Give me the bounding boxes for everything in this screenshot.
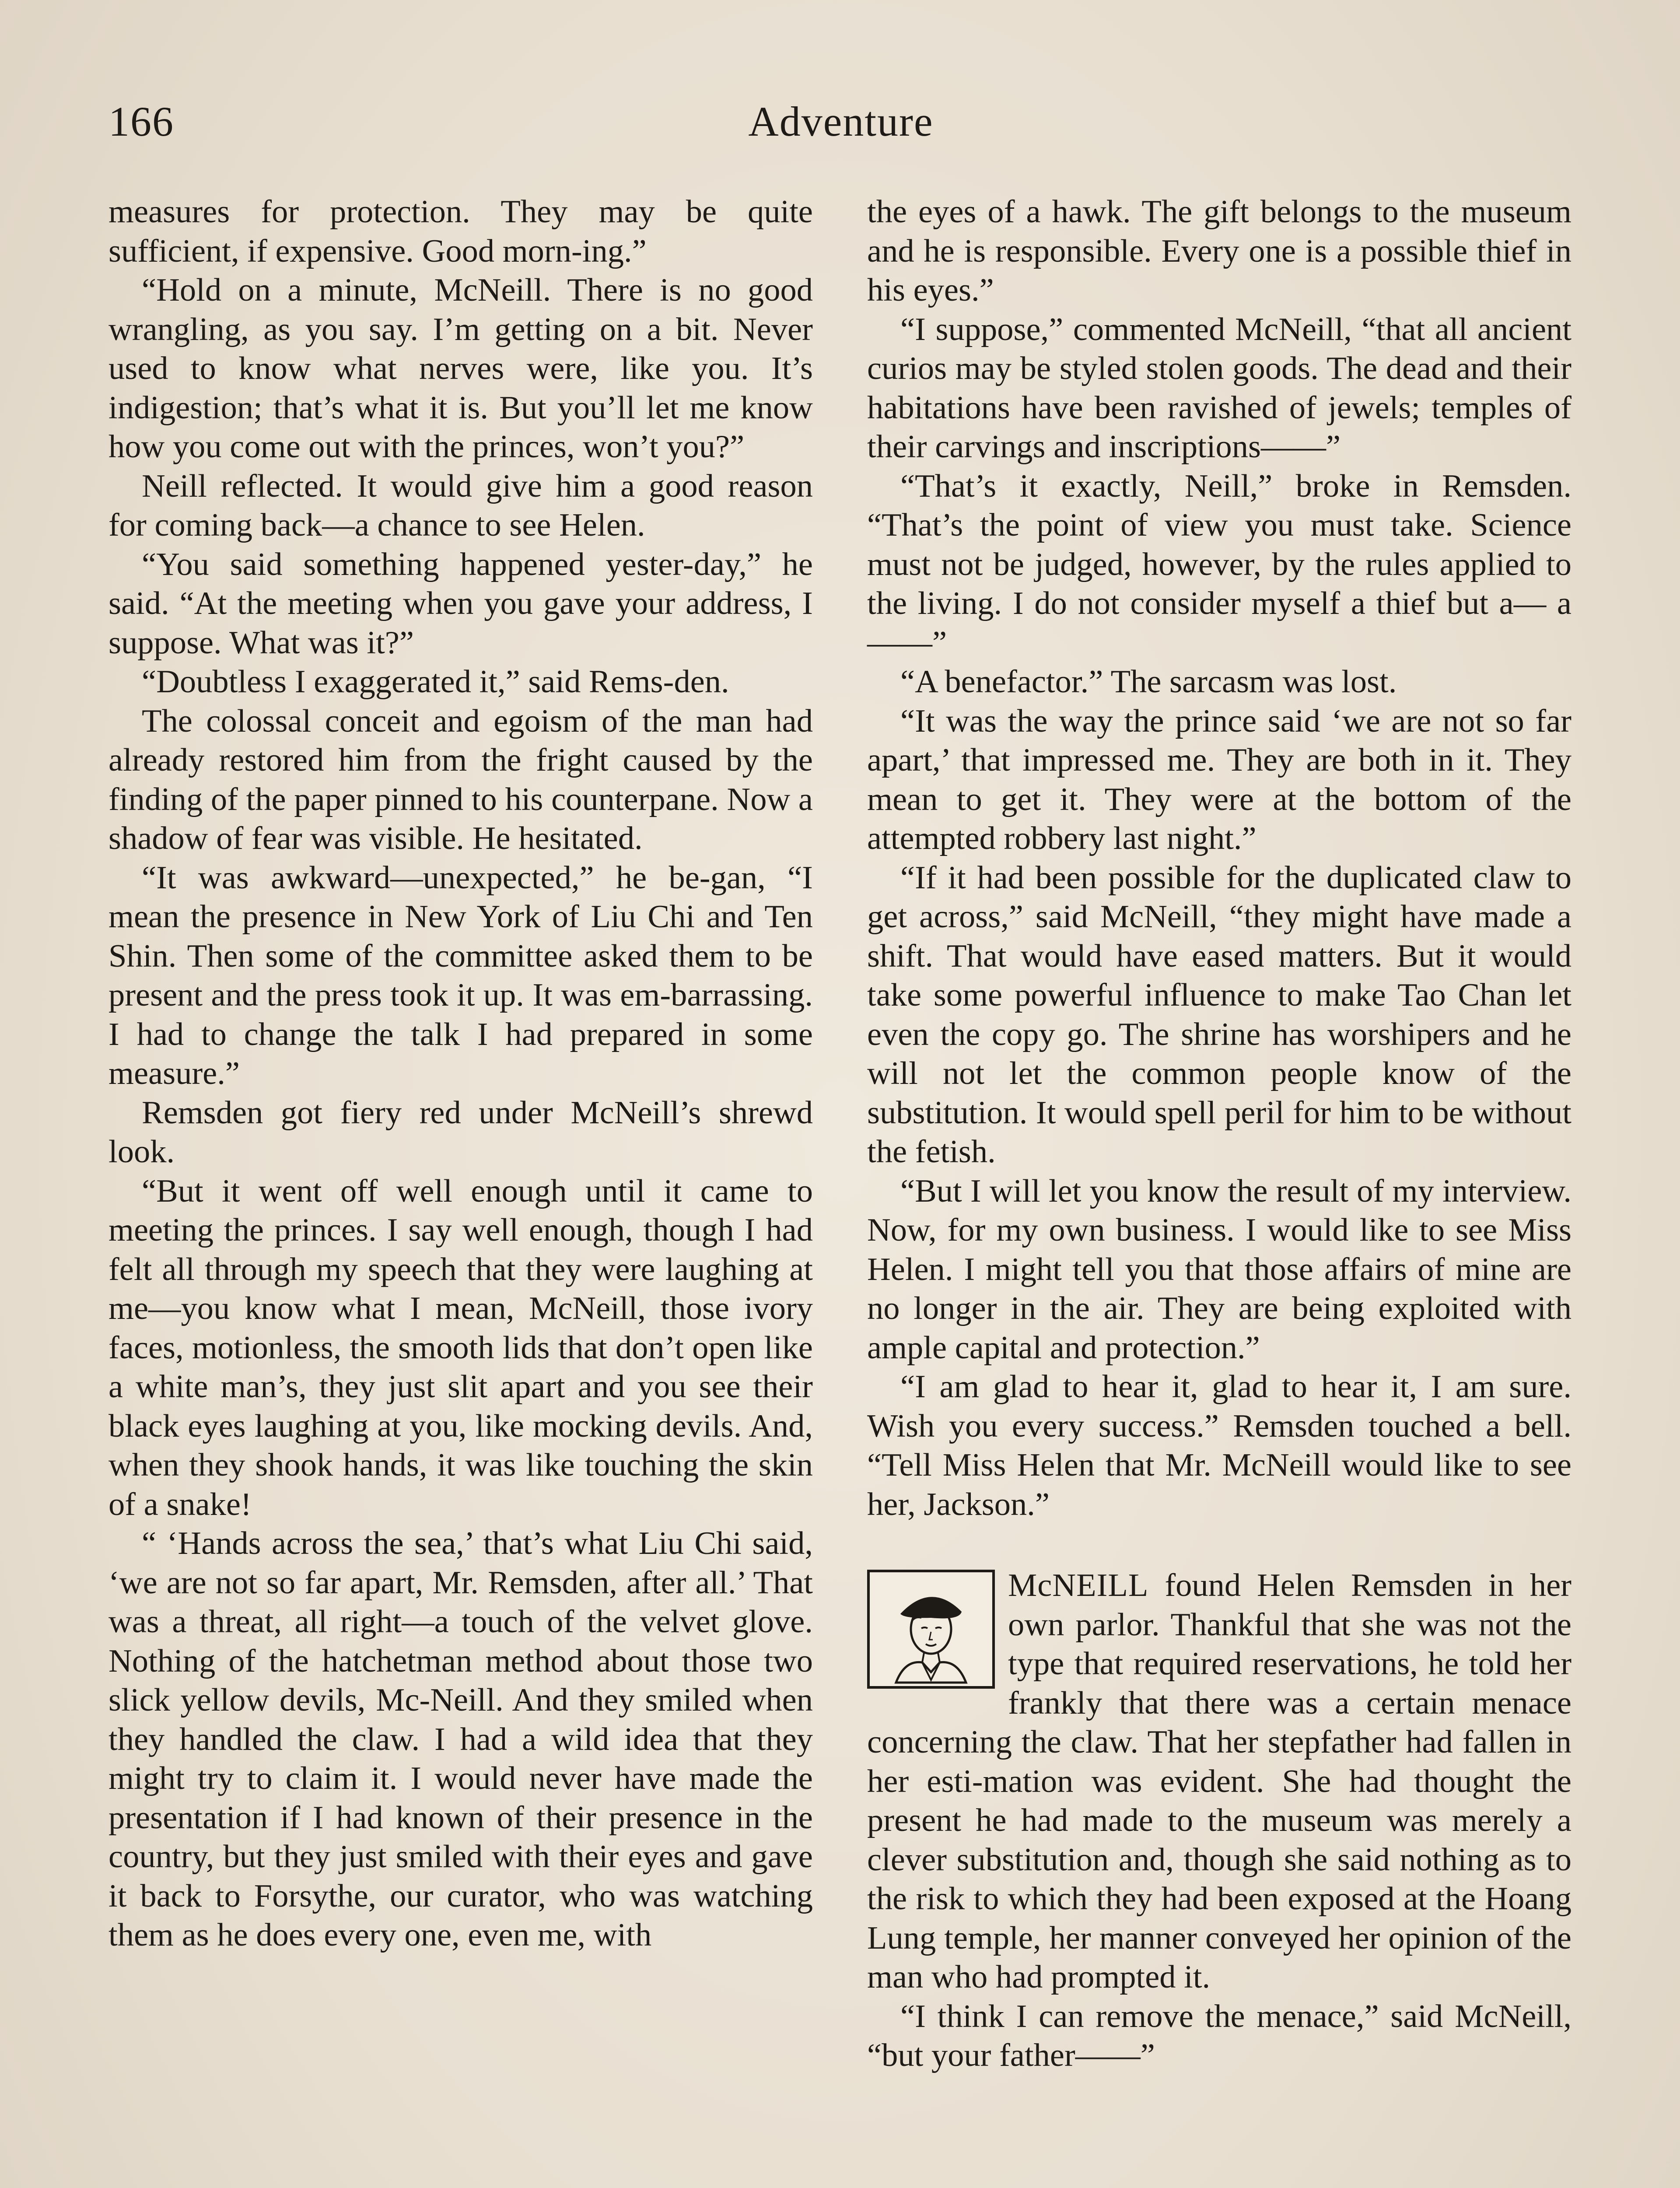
paragraph: “It was the way the prince said ‘we are not so far apart,’ that impressed me. They are both in it. They mean to get it. They were at the bottom of the attempted robbery last night.” bbox=[867, 703, 1572, 856]
paragraph: “It was awkward—unexpected,” he be-gan, “I mean the presence in New York of Liu Chi and Ten Shin. Then some of the committee asked them to be present and the press took it up. It was em-barrassing. I had to change the talk I had prepared in some measure.” bbox=[108, 859, 813, 1091]
paragraph: measures for protection. They may be quite sufficient, if expensive. Good morn-ing.” bbox=[108, 194, 813, 269]
page-header bbox=[108, 97, 1573, 150]
text-columns bbox=[108, 193, 1572, 2188]
woman-portrait-illustration bbox=[867, 1570, 995, 1689]
section-opening-text: found Helen Remsden in her own parlor. Thankful that she was not the type that required reservations, he told her frankly that there was a certain menace concerning the claw. That her stepfather had fallen in her esti-mation was evident. She had thought the present he had made to the museum was merely a clever substitution and, though she said nothing as to the risk to which they had been exposed at the Hoang Lung temple, her manner conveyed her opinion of the man who had prompted it. bbox=[867, 1567, 1572, 1995]
paragraph: “Hold on a minute, McNeill. There is no good wrangling, as you say. I’m getting on a bit. Never used to know what nerves were, like you. It’s indigestion; that’s what it is. But you’ll let me know how you come out with the princes, won’t you?” bbox=[108, 272, 813, 465]
section-lead-word: McNEILL bbox=[1008, 1567, 1149, 1603]
paragraph: “If it had been possible for the duplicated claw to get across,” said McNeill, “they might have made a shift. That would have eased matters. But it would take some powerful influence to make Tao Chan let even the copy go. The shrine has worshipers and he will not let the common people know of the substitution. It would spell peril for him to be without the fetish. bbox=[867, 859, 1572, 1170]
paragraph: “A benefactor.” The sarcasm was lost. bbox=[900, 664, 1397, 700]
section-opening-paragraph bbox=[867, 1566, 1572, 1997]
left-column bbox=[108, 193, 813, 1955]
paragraph: Neill reflected. It would give him a good reason for coming back—a chance to see Helen. bbox=[108, 468, 813, 543]
paragraph: “Doubtless I exaggerated it,” said Rems-den. bbox=[142, 664, 729, 700]
paragraph: “I suppose,” commented McNeill, “that all ancient curios may be styled stolen goods. The dead and their habitations have been ravished of jewels; temples of their carvings and inscriptions——” bbox=[867, 311, 1572, 465]
paragraph: “But it went off well enough until it came to meeting the princes. I say well enough, though I had felt all through my speech that they were laughing at me—you know what I mean, McNeill, those ivory faces, motionless, the smooth lids that don’t open like a white man’s, they just slit apart and you see their black eyes laughing at you, like mocking devils. And, when they shook hands, it was like touching the skin of a snake! bbox=[108, 1173, 813, 1522]
paragraph: “I am glad to hear it, glad to hear it, I am sure. Wish you every success.” Remsden touched a bell. “Tell Miss Helen that Mr. McNeill would like to see her, Jackson.” bbox=[867, 1369, 1572, 1522]
right-column bbox=[867, 193, 1572, 2076]
paragraph: Remsden got fiery red under McNeill’s shrewd look. bbox=[108, 1094, 813, 1170]
paragraph: “You said something happened yester-day,” he said. “At the meeting when you gave your address, I suppose. What was it?” bbox=[108, 546, 813, 661]
paragraph: the eyes of a hawk. The gift belongs to the museum and he is responsible. Every one is a possible thief in his eyes.” bbox=[867, 194, 1572, 308]
running-title: Adventure bbox=[748, 98, 934, 145]
page-number: 166 bbox=[108, 98, 174, 145]
paragraph: “But I will let you know the result of my interview. Now, for my own business. I would like to see Miss Helen. I might tell you that those affairs of mine are no longer in the air. They are being exploited with ample capital and protection.” bbox=[867, 1173, 1572, 1366]
paragraph: “ ‘Hands across the sea,’ that’s what Liu Chi said, ‘we are not so far apart, Mr. Remsden, after all.’ That was a threat, all right—a touch of the velvet glove. Nothing of the hatchetman method about those two slick yellow devils, Mc-Neill. And they smiled when they handled the claw. I had a wild idea that they might try to claim it. I would never have made the presentation if I had known of their presence in the country, but they just smiled with their eyes and gave it back to Forsythe, our curator, who was watching them as he does every one, even me, with bbox=[108, 1525, 813, 1953]
paragraph: The colossal conceit and egoism of the man had already restored him from the fright caused by the finding of the paper pinned to his counterpane. Now a shadow of fear was visible. He hesitated. bbox=[108, 703, 813, 856]
paragraph: “I think I can remove the menace,” said McNeill, “but your father——” bbox=[867, 1998, 1572, 2073]
paragraph: “That’s it exactly, Neill,” broke in Remsden. “That’s the point of view you must take. Science must not be judged, however, by the rules applied to the living. I do not consider myself a thief but a— a——” bbox=[867, 468, 1572, 661]
